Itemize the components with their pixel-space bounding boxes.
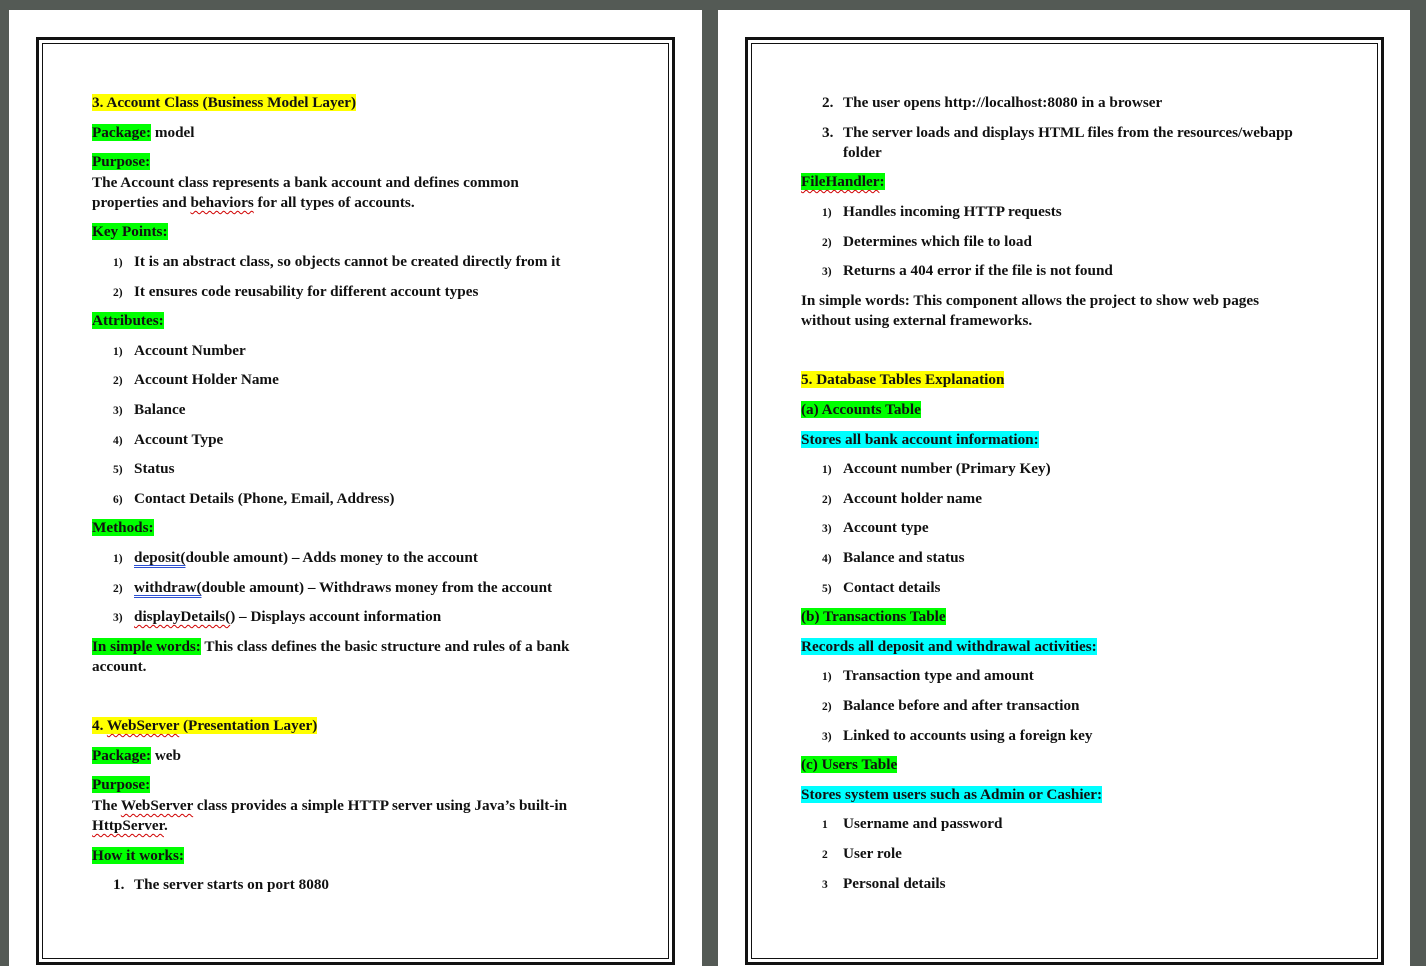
list-number: 2 bbox=[822, 849, 828, 861]
section-3-heading: 3. Account Class (Business Model Layer) bbox=[92, 94, 357, 111]
accounts-table-subheading: Stores all bank account information: bbox=[801, 431, 1039, 448]
list-number: 5) bbox=[113, 464, 123, 476]
simple-words-line-2: without using external frameworks. bbox=[801, 312, 1033, 329]
list-item: The server loads and displays HTML files from the resources/webapp bbox=[843, 124, 1293, 141]
list-number: 1) bbox=[822, 671, 832, 683]
list-item: User role bbox=[843, 845, 902, 862]
list-number: 4) bbox=[822, 553, 832, 565]
list-item: Returns a 404 error if the file is not found bbox=[843, 262, 1113, 279]
list-item: withdraw(double amount) – Withdraws money from the account bbox=[134, 579, 553, 596]
list-item: Account Number bbox=[134, 342, 246, 359]
list-item: Contact Details (Phone, Email, Address) bbox=[134, 490, 395, 507]
list-number: 2) bbox=[113, 287, 123, 299]
list-item: It is an abstract class, so objects cannot be created directly from it bbox=[134, 253, 561, 270]
list-number: 2) bbox=[822, 494, 832, 506]
list-number: 1) bbox=[113, 257, 123, 269]
purpose-text-line-1: The Account class represents a bank account and defines common bbox=[92, 174, 519, 191]
list-number: 2) bbox=[822, 237, 832, 249]
list-item: Transaction type and amount bbox=[843, 667, 1034, 684]
list-number: 2) bbox=[822, 701, 832, 713]
list-number: 3) bbox=[113, 405, 123, 417]
transactions-table-subheading: Records all deposit and withdrawal activities: bbox=[801, 638, 1097, 655]
list-number: 1) bbox=[822, 464, 832, 476]
list-item: It ensures code reusability for different account types bbox=[134, 283, 479, 300]
transactions-table-heading: (b) Transactions Table bbox=[801, 608, 946, 625]
list-number: 5) bbox=[822, 583, 832, 595]
purpose-label: Purpose: bbox=[92, 776, 151, 793]
list-item: Account Holder Name bbox=[134, 371, 279, 388]
list-item: Balance before and after transaction bbox=[843, 697, 1080, 714]
filehandler-label: FileHandler: bbox=[801, 173, 885, 190]
list-item: Status bbox=[134, 460, 175, 477]
list-number: 2. bbox=[822, 94, 834, 111]
list-number: 6) bbox=[113, 494, 123, 506]
list-item: Handles incoming HTTP requests bbox=[843, 203, 1062, 220]
document-page-right bbox=[718, 10, 1410, 966]
list-item: deposit(double amount) – Adds money to the account bbox=[134, 549, 478, 566]
list-number: 3. bbox=[822, 124, 834, 141]
list-item: The user opens http://localhost:8080 in a browser bbox=[843, 94, 1163, 111]
simple-words-line-2: account. bbox=[92, 658, 147, 675]
list-item: Account holder name bbox=[843, 490, 982, 507]
purpose-label: Purpose: bbox=[92, 153, 151, 170]
list-number: 1) bbox=[113, 553, 123, 565]
key-points-label: Key Points: bbox=[92, 223, 168, 240]
package-line: Package: model bbox=[92, 124, 195, 141]
list-number: 3) bbox=[822, 731, 832, 743]
methods-label: Methods: bbox=[92, 519, 154, 536]
section-4-heading: 4. WebServer (Presentation Layer) bbox=[92, 717, 318, 734]
list-number: 1) bbox=[822, 207, 832, 219]
list-number: 3) bbox=[113, 612, 123, 624]
list-item-continuation: folder bbox=[843, 144, 882, 161]
list-item: Determines which file to load bbox=[843, 233, 1032, 250]
document-page-left bbox=[9, 10, 702, 966]
attributes-label: Attributes: bbox=[92, 312, 164, 329]
users-table-heading: (c) Users Table bbox=[801, 756, 898, 773]
list-item: The server starts on port 8080 bbox=[134, 876, 330, 893]
purpose-text-line-2: HttpServer. bbox=[92, 817, 168, 834]
list-item: Personal details bbox=[843, 875, 946, 892]
list-number: 3) bbox=[822, 266, 832, 278]
simple-words-line-1: In simple words: This class defines the basic structure and rules of a bank bbox=[92, 638, 570, 655]
accounts-table-heading: (a) Accounts Table bbox=[801, 401, 921, 418]
list-item: Account Type bbox=[134, 431, 224, 448]
list-item: Linked to accounts using a foreign key bbox=[843, 727, 1093, 744]
list-number: 1) bbox=[113, 346, 123, 358]
simple-words-line-1: In simple words: This component allows the project to show web pages bbox=[801, 292, 1260, 309]
package-line: Package: web bbox=[92, 747, 181, 764]
users-table-subheading: Stores system users such as Admin or Cashier: bbox=[801, 786, 1103, 803]
list-number: 3) bbox=[822, 523, 832, 535]
list-number: 1. bbox=[113, 876, 125, 893]
section-5-heading: 5. Database Tables Explanation bbox=[801, 371, 1005, 388]
purpose-text-line-1: The WebServer class provides a simple HTTP server using Java’s built-in bbox=[92, 797, 568, 814]
list-item: Account type bbox=[843, 519, 929, 536]
list-number: 3 bbox=[822, 879, 828, 891]
list-number: 2) bbox=[113, 583, 123, 595]
list-item: Balance bbox=[134, 401, 186, 418]
purpose-text-line-2: properties and behaviors for all types of accounts. bbox=[92, 194, 415, 211]
list-item: Username and password bbox=[843, 815, 1003, 832]
list-item: Contact details bbox=[843, 579, 941, 596]
list-item: displayDetails() – Displays account information bbox=[134, 608, 442, 625]
how-it-works-label: How it works: bbox=[92, 847, 184, 864]
list-number: 2) bbox=[113, 375, 123, 387]
list-item: Balance and status bbox=[843, 549, 965, 566]
list-number: 1 bbox=[822, 819, 828, 831]
list-number: 4) bbox=[113, 435, 123, 447]
list-item: Account number (Primary Key) bbox=[843, 460, 1051, 477]
